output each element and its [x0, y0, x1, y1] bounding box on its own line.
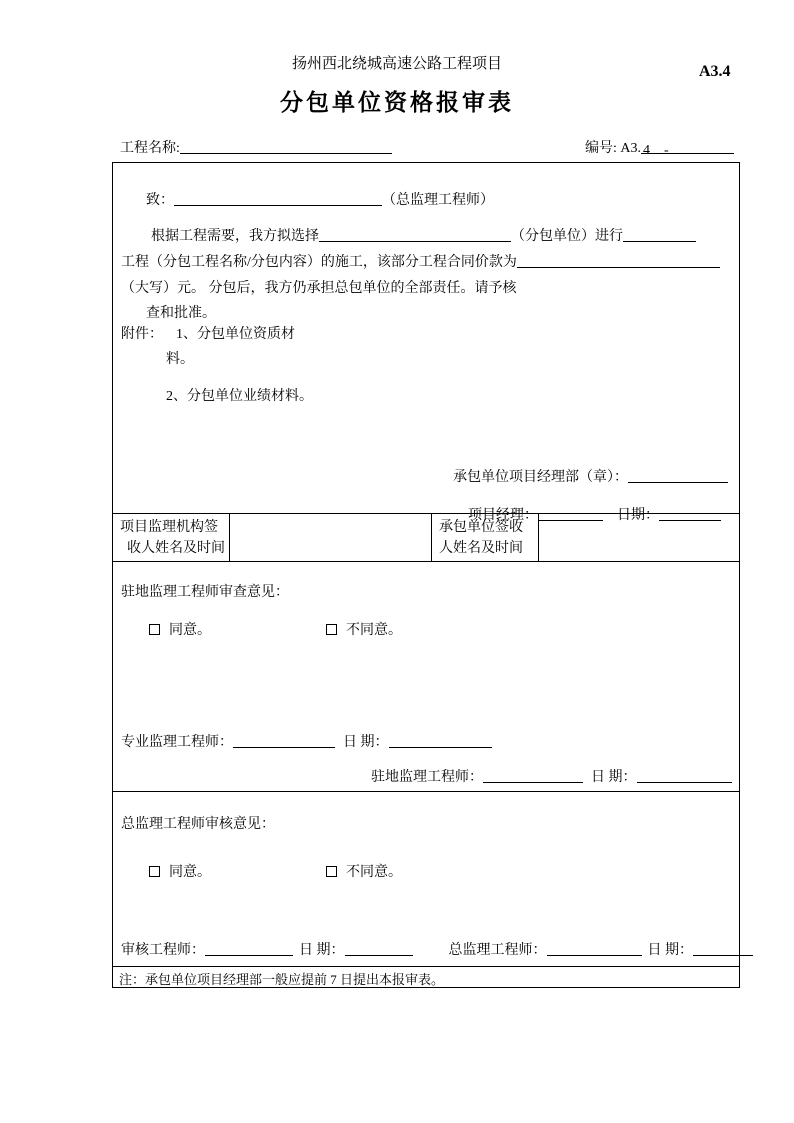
resident-label: 驻地监理工程师： [371, 770, 483, 785]
divider-chief-note [113, 966, 739, 967]
project-name-row [120, 137, 392, 157]
chief-label: 总监理工程师： [448, 943, 547, 958]
chief-disagree-label: 不同意。 [346, 865, 402, 880]
resident-section-title [121, 581, 289, 601]
to-suffix: （总监理工程师） [382, 193, 494, 208]
specialist-signature-line [121, 731, 492, 751]
receipt-right-label-1 [439, 516, 523, 536]
seal-label: 承包单位项目经理部（章）： [453, 470, 628, 485]
receipt-right-cell[interactable] [540, 515, 738, 559]
para-line2-text: 工程（分包工程名称/分包内容）的施工，该部分工程合同价款为 [121, 255, 517, 270]
para-line3-text: （大写）元。 分包后，我方仍承担总包单位的全部责任。请予核 [121, 281, 517, 296]
divider-body-receipt [113, 513, 739, 514]
specialist-label: 专业监理工程师： [121, 735, 233, 750]
para-line1-text-b: （分包单位）进行 [511, 229, 623, 244]
para-line4-text: 查和批准。 [146, 306, 216, 321]
chief-signature-field[interactable] [547, 941, 642, 956]
resident-signature-field[interactable] [483, 768, 583, 783]
work-name-field[interactable] [623, 227, 696, 242]
divider-receipt-resident [113, 561, 739, 562]
pm-date-label: 日期： [617, 508, 659, 523]
chief-agree-checkbox[interactable] [149, 866, 160, 877]
reviewer-date-label: 日 期： [299, 943, 345, 958]
note-row [119, 969, 444, 988]
receipt-left-label-line1: 项目监理机构签 [120, 520, 218, 535]
chief-date-label: 日 期： [647, 943, 693, 958]
page-title: 分包单位资格报审表 [280, 90, 514, 115]
attachment-item-1-cont: 料。 [166, 352, 194, 367]
resident-disagree-label: 不同意。 [346, 623, 402, 638]
para-line1-text-a: 根据工程需要，我方拟选择 [151, 229, 319, 244]
specialist-date-field[interactable] [389, 733, 492, 748]
resident-signature-line [371, 766, 732, 786]
supervisor-name-field[interactable] [174, 191, 382, 206]
resident-date-label: 日 期： [591, 770, 637, 785]
resident-agree-checkbox[interactable] [149, 624, 160, 635]
receipt-col-divider-2 [431, 513, 432, 561]
specialist-signature-field[interactable] [233, 733, 335, 748]
receipt-right-label-2 [439, 537, 523, 557]
contract-price-field[interactable] [517, 253, 720, 268]
para-line-4 [146, 302, 216, 322]
to-line [146, 189, 494, 209]
receipt-right-label-line2: 人姓名及时间 [439, 541, 523, 556]
attachment-line-2 [166, 385, 313, 405]
seal-field[interactable] [628, 468, 728, 483]
receipt-col-divider-1 [229, 513, 230, 561]
resident-disagree-checkbox[interactable] [326, 624, 337, 635]
reviewer-signature-field[interactable] [205, 941, 293, 956]
project-header: 扬州西北绕城高速公路工程项目 [291, 56, 502, 72]
para-line-1 [151, 225, 696, 245]
subcontractor-name-field[interactable] [319, 227, 511, 242]
chief-date-field[interactable] [693, 941, 753, 956]
resident-title-text: 驻地监理工程师审查意见： [121, 585, 289, 600]
specialist-date-label: 日 期： [343, 735, 389, 750]
chief-agree-option [149, 861, 211, 881]
review-signature-line [121, 939, 753, 959]
chief-disagree-checkbox[interactable] [326, 866, 337, 877]
receipt-left-cell[interactable] [231, 515, 429, 559]
number-field[interactable]: 4 - [641, 139, 734, 154]
receipt-left-label-2 [127, 537, 225, 557]
resident-disagree-option [326, 619, 402, 639]
resident-date-field[interactable] [637, 768, 732, 783]
form-code: A3.4 [699, 63, 731, 80]
pm-label: 项目经理： [468, 508, 538, 523]
to-label: 致： [146, 193, 174, 208]
reviewer-label: 审核工程师： [121, 943, 205, 958]
chief-title-text: 总监理工程师审核意见： [121, 817, 275, 832]
para-line-2 [121, 251, 720, 271]
chief-agree-label: 同意。 [169, 865, 211, 880]
attachment-item-2: 2、分包单位业绩材料。 [166, 389, 313, 404]
receipt-right-label-line1: 承包单位签收 [439, 520, 523, 535]
reviewer-date-field[interactable] [345, 941, 413, 956]
attachment-line-1-cont [166, 348, 194, 368]
para-line-3 [121, 277, 517, 297]
attachment-line-1 [121, 323, 295, 343]
resident-agree-option [149, 619, 211, 639]
receipt-left-label-1 [120, 516, 218, 536]
receipt-col-divider-3 [538, 513, 539, 561]
receipt-left-label-line2: 收人姓名及时间 [127, 541, 225, 556]
number-row [585, 137, 734, 157]
project-name-label: 工程名称: [120, 141, 180, 156]
project-name-field[interactable] [180, 139, 392, 154]
chief-section-title [121, 813, 275, 833]
number-label: 编号: A3. [585, 141, 641, 156]
attachment-label: 附件： [121, 327, 163, 342]
divider-resident-chief [113, 791, 739, 792]
attachment-item-1: 1、分包单位资质材 [176, 327, 295, 342]
form-table [112, 162, 740, 988]
resident-agree-label: 同意。 [169, 623, 211, 638]
note-text: 注：承包单位项目经理部一般应提前 7 日提出本报审表。 [119, 972, 445, 987]
seal-line [453, 466, 728, 486]
chief-disagree-option [326, 861, 402, 881]
